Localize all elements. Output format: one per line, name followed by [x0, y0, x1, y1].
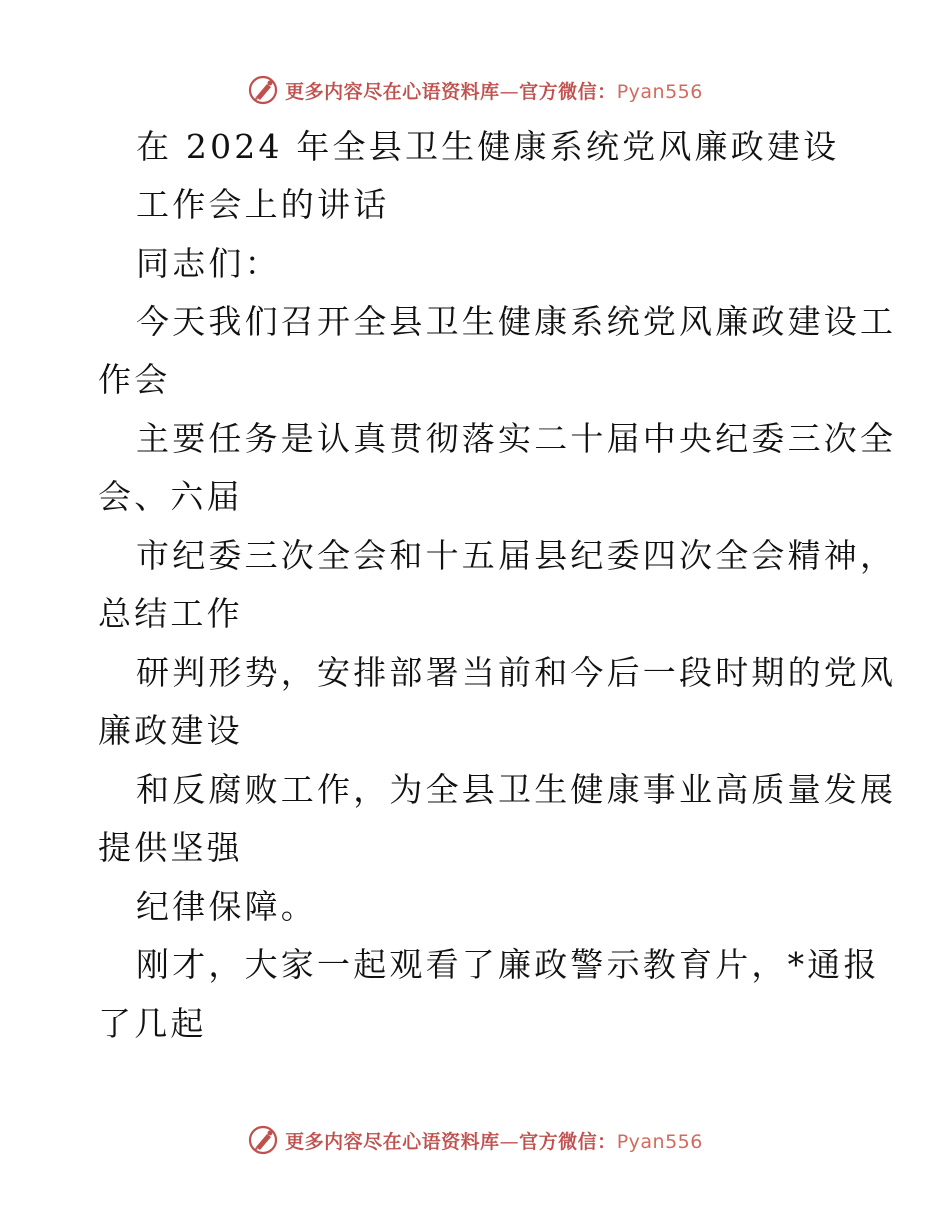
paragraph-line: 总结工作	[98, 594, 243, 633]
title-line-1: 在 2024 年全县卫生健康系统党风廉政建设	[136, 127, 840, 166]
paragraph-line: 主要任务是认真贯彻落实二十届中央纪委三次全	[136, 419, 897, 458]
watermark-wechat-id: Pyan556	[616, 1130, 703, 1153]
pen-logo-icon	[247, 1124, 279, 1156]
watermark-site: 更多内容尽在心语资料库	[285, 1130, 500, 1153]
watermark-wechat-id: Pyan556	[616, 80, 703, 103]
watermark-official: 官方微信：	[519, 1130, 617, 1153]
salutation: 同志们：	[136, 244, 281, 283]
paragraph-line: 研判形势，安排部署当前和今后一段时期的党风	[136, 653, 897, 692]
paragraph-line: 廉政建设	[98, 711, 243, 750]
paragraph-line: 和反腐败工作，为全县卫生健康事业高质量发展	[136, 770, 897, 809]
watermark-dash: —	[499, 1130, 520, 1153]
paragraph-line: 提供坚强	[98, 828, 243, 867]
paragraph-line: 市纪委三次全会和十五届县纪委四次全会精神，	[136, 536, 897, 575]
header-watermark	[0, 72, 950, 108]
paragraph-line: 了几起	[98, 1004, 207, 1043]
paragraph-line: 会、六届	[98, 477, 243, 516]
watermark-text	[285, 1127, 703, 1154]
watermark-text	[285, 77, 703, 104]
title-line-2: 工作会上的讲话	[136, 185, 390, 224]
footer-watermark	[0, 1122, 950, 1158]
paragraph-line: 今天我们召开全县卫生健康系统党风廉政建设工	[136, 302, 897, 341]
watermark-dash: —	[499, 80, 520, 103]
paragraph-line: 作会	[98, 360, 171, 399]
pen-logo-icon	[247, 74, 279, 106]
watermark-official: 官方微信：	[519, 80, 617, 103]
watermark-site: 更多内容尽在心语资料库	[285, 80, 500, 103]
paragraph-line: 刚才，大家一起观看了廉政警示教育片，*通报	[136, 945, 880, 984]
paragraph-line: 纪律保障。	[136, 887, 317, 926]
